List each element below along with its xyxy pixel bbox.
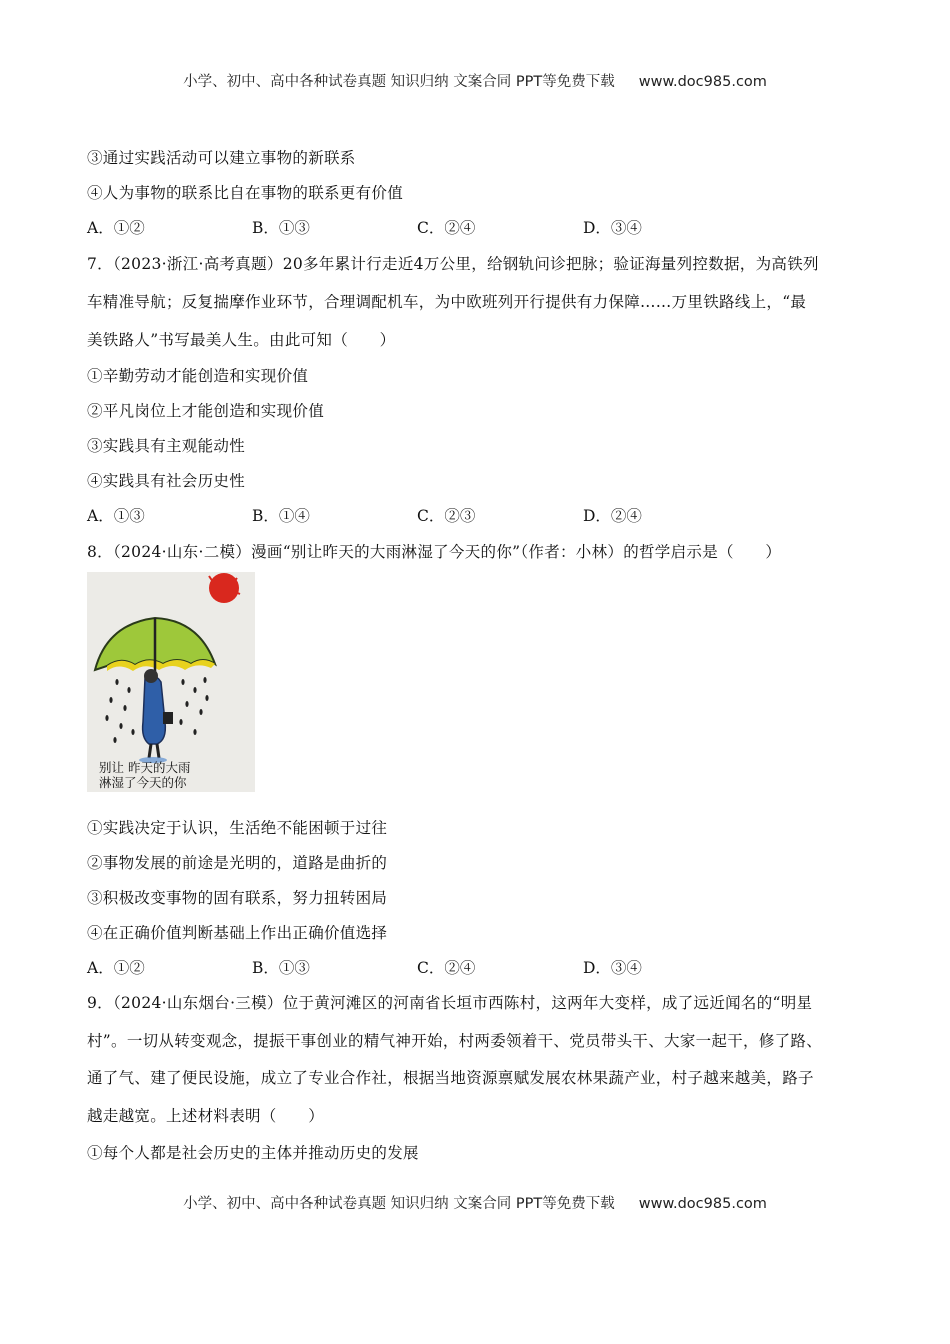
option-a[interactable]: A．①② <box>87 959 145 977</box>
footer-text: 小学、初中、高中各种试卷真题 知识归纳 文案合同 PPT等免费下载 <box>183 1196 615 1212</box>
option-b[interactable]: B．①③ <box>252 219 310 237</box>
q8-options <box>87 956 787 978</box>
q8-statement-2: ②事物发展的前途是光明的，道路是曲折的 <box>87 854 388 872</box>
q7-stem-line-2: 车精准导航；反复揣摩作业环节，合理调配机车，为中欧班列开行提供有力保障……万里铁路线上，“最 <box>87 293 807 311</box>
q7-statement-2: ②平凡岗位上才能创造和实现价值 <box>87 402 325 420</box>
q9-statement-1: ①每个人都是社会历史的主体并推动历史的发展 <box>87 1144 419 1162</box>
cartoon-caption-2: 淋湿了今天的你 <box>99 775 187 790</box>
q8-statement-4: ④在正确价值判断基础上作出正确价值选择 <box>87 924 388 942</box>
cartoon-caption-1: 别让 昨天的大雨 <box>99 760 191 775</box>
q9-stem-line-2: 村”。一切从转变观念，提振干事创业的精气神开始，村两委领着干、党员带头干、大家一起干，修了路、 <box>87 1032 823 1050</box>
q7-statement-1: ①辛勤劳动才能创造和实现价值 <box>87 367 309 385</box>
option-b[interactable]: B．①③ <box>252 959 310 977</box>
q7-options <box>87 504 787 526</box>
option-a[interactable]: A．①② <box>87 219 145 237</box>
q7-statement-3: ③实践具有主观能动性 <box>87 437 246 455</box>
prev-statement-4: ④人为事物的联系比自在事物的联系更有价值 <box>87 184 404 202</box>
prev-statement-3: ③通过实践活动可以建立事物的新联系 <box>87 149 356 167</box>
q7-statement-4: ④实践具有社会历史性 <box>87 472 246 490</box>
page-footer <box>0 1192 950 1213</box>
header-url[interactable]: www.doc985.com <box>638 74 767 90</box>
option-c[interactable]: C．②③ <box>417 507 476 525</box>
red-sun <box>209 573 239 603</box>
q7-stem-line-1: 7．（2023·浙江·高考真题）20多年累计行走近4万公里，给钢轨问诊把脉；验证海量列控数据，为高铁列 <box>87 255 819 273</box>
q8-statement-1: ①实践决定于认识，生活绝不能困顿于过往 <box>87 819 388 837</box>
figure-head <box>144 669 158 683</box>
prev-options <box>87 216 787 238</box>
option-a[interactable]: A．①③ <box>87 507 145 525</box>
q9-stem-line-1: 9．（2024·山东烟台·三模）位于黄河滩区的河南省长垣市西陈村，这两年大变样，成了远近闻名的“明星 <box>87 994 813 1012</box>
q7-stem-line-3: 美铁路人”书写最美人生。由此可知（ ） <box>87 331 396 349</box>
option-c[interactable]: C．②④ <box>417 219 476 237</box>
header-text: 小学、初中、高中各种试卷真题 知识归纳 文案合同 PPT等免费下载 <box>183 74 615 90</box>
option-b[interactable]: B．①④ <box>252 507 310 525</box>
figure-coat <box>143 676 166 744</box>
q8-statement-3: ③积极改变事物的固有联系，努力扭转困局 <box>87 889 388 907</box>
option-d[interactable]: D．②④ <box>583 507 642 525</box>
figure-bag <box>163 712 173 724</box>
page-header <box>0 70 950 91</box>
figure-legs <box>149 744 159 758</box>
cartoon-umbrella-image <box>87 572 255 792</box>
option-c[interactable]: C．②④ <box>417 959 476 977</box>
cartoon-drawing <box>87 572 255 792</box>
option-d[interactable]: D．③④ <box>583 959 642 977</box>
footer-url[interactable]: www.doc985.com <box>638 1196 767 1212</box>
q8-stem-line-1: 8．（2024·山东·二模）漫画“别让昨天的大雨淋湿了今天的你”（作者：小林）的哲学启示是（ ） <box>87 543 782 561</box>
q9-stem-line-3: 通了气、建了便民设施，成立了专业合作社，根据当地资源禀赋发展农林果蔬产业，村子越来越美，路子 <box>87 1069 814 1087</box>
option-d[interactable]: D．③④ <box>583 219 642 237</box>
q9-stem-line-4: 越走越宽。上述材料表明（ ） <box>87 1107 325 1125</box>
